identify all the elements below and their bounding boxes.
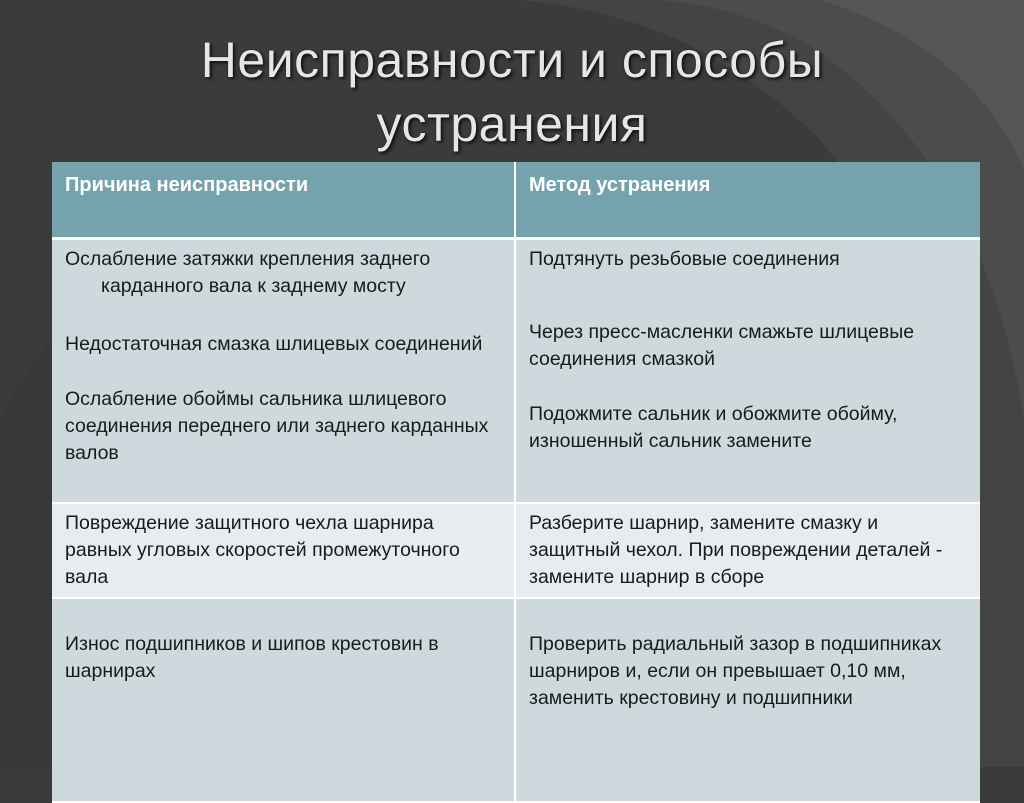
method-cell [515,598,980,802]
cause-text: Износ подшипников и шипов крестовин в шарнирах [65,633,439,682]
method-text: Подожмите сальник и обожмите обойму, изношенный сальник замените [529,403,898,452]
method-text: Подтянуть резьбовые соединения [529,248,840,270]
cause-cell [52,239,515,504]
table-row [52,503,980,598]
slide-title-line-1: Неисправности и способы [200,32,824,88]
header-cause: Причина неисправности [52,162,515,239]
cause-text: Ослабление обоймы сальника шлицевого соединения переднего или заднего карданных валов [65,388,489,464]
method-text: Через пресс-масленки смажьте шлицевые соединения смазкой [529,321,915,370]
cause-text: Недостаточная смазка шлицевых соединений [65,333,483,355]
cause-cell [52,503,515,598]
method-cell [515,503,980,598]
table-row [52,598,980,802]
cause-text: Ослабление затяжки крепления заднего карданного вала к заднему мосту [65,248,431,297]
slide-title-line-2: устранения [376,96,648,152]
slide-title [0,28,1024,156]
faults-table [52,162,980,803]
cause-cell [52,598,515,802]
method-text: Разберите шарнир, замените смазку и защитный чехол. При повреждении деталей - замените шарнир в сборе [529,512,943,588]
method-cell [515,239,980,504]
method-text: Проверить радиальный зазор в подшипниках шарниров и, если он превышает 0,10 мм, заменить крестовину и подшипники [529,633,942,709]
table-row [52,239,980,504]
cause-text: Повреждение защитного чехла шарнира равных угловых скоростей промежуточного вала [65,512,460,588]
table-header-row [52,162,980,239]
header-method: Метод устранения [515,162,980,239]
